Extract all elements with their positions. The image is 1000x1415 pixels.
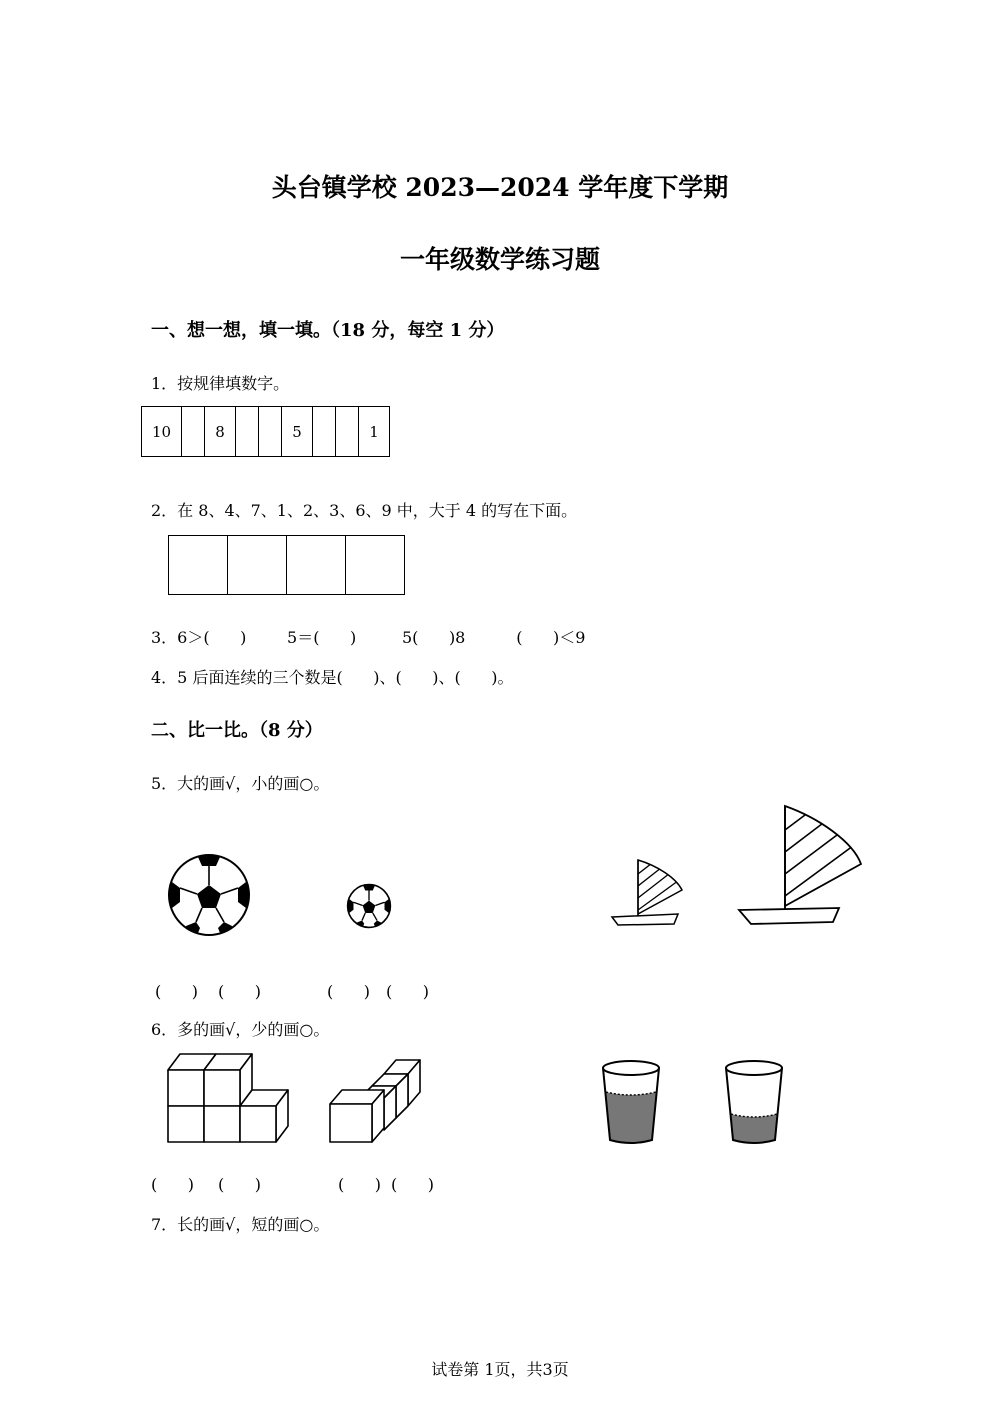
cube-stack-five-icon — [164, 1050, 294, 1146]
answer-paren[interactable]: ( ) — [391, 1175, 434, 1194]
section-2-heading: 二、比一比。（8 分） — [151, 720, 323, 741]
small-sailboat-icon — [610, 856, 686, 930]
cup-more-water-icon — [598, 1058, 664, 1146]
answer-paren[interactable]: ( ) — [218, 1175, 261, 1194]
answer-paren[interactable]: ( ) — [155, 982, 198, 1001]
answer-paren[interactable]: ( ) — [386, 982, 429, 1001]
question-4: 4．5 后面连续的三个数是( )、( )、( )。 — [151, 668, 514, 687]
sequence-cell[interactable]: 10 — [142, 407, 182, 457]
small-soccer-ball-icon — [346, 883, 392, 929]
answer-box[interactable] — [345, 535, 405, 595]
question-1: 1．按规律填数字。 — [151, 374, 290, 393]
section-1-heading: 一、想一想，填一填。（18 分，每空 1 分） — [151, 320, 505, 341]
answer-box[interactable] — [227, 535, 287, 595]
question-3: 3．6＞( ) 5＝( ) 5( )8 ( )＜9 — [151, 628, 586, 647]
big-sailboat-icon — [737, 802, 867, 928]
cup-less-water-icon — [721, 1058, 787, 1146]
question-7: 7．长的画√，短的画○。 — [151, 1215, 330, 1234]
answer-paren[interactable]: ( ) — [338, 1175, 381, 1194]
page-footer: 试卷第 1页，共3页 — [431, 1360, 569, 1379]
cube-row-four-icon — [326, 1056, 426, 1146]
answer-box[interactable] — [286, 535, 346, 595]
sequence-cell[interactable]: 5 — [282, 407, 313, 457]
sequence-cell[interactable] — [182, 407, 205, 457]
page-title: 头台镇学校 2023—2024 学年度下学期 — [271, 173, 729, 202]
sequence-cell[interactable] — [313, 407, 336, 457]
sequence-cell[interactable] — [336, 407, 359, 457]
answer-paren[interactable]: ( ) — [151, 1175, 194, 1194]
number-sequence-table — [141, 406, 390, 457]
answer-boxes — [169, 535, 405, 595]
answer-box[interactable] — [168, 535, 228, 595]
sequence-cell[interactable] — [236, 407, 259, 457]
big-soccer-ball-icon — [166, 852, 252, 938]
sequence-cell[interactable]: 1 — [359, 407, 390, 457]
sequence-cell[interactable] — [259, 407, 282, 457]
sequence-cell[interactable]: 8 — [205, 407, 236, 457]
answer-paren[interactable]: ( ) — [218, 982, 261, 1001]
page-subtitle: 一年级数学练习题 — [399, 245, 600, 274]
question-6: 6．多的画√，少的画○。 — [151, 1020, 330, 1039]
answer-paren[interactable]: ( ) — [327, 982, 370, 1001]
question-5: 5．大的画√，小的画○。 — [151, 774, 330, 793]
question-2: 2．在 8、4、7、1、2、3、6、9 中，大于 4 的写在下面。 — [151, 501, 578, 520]
